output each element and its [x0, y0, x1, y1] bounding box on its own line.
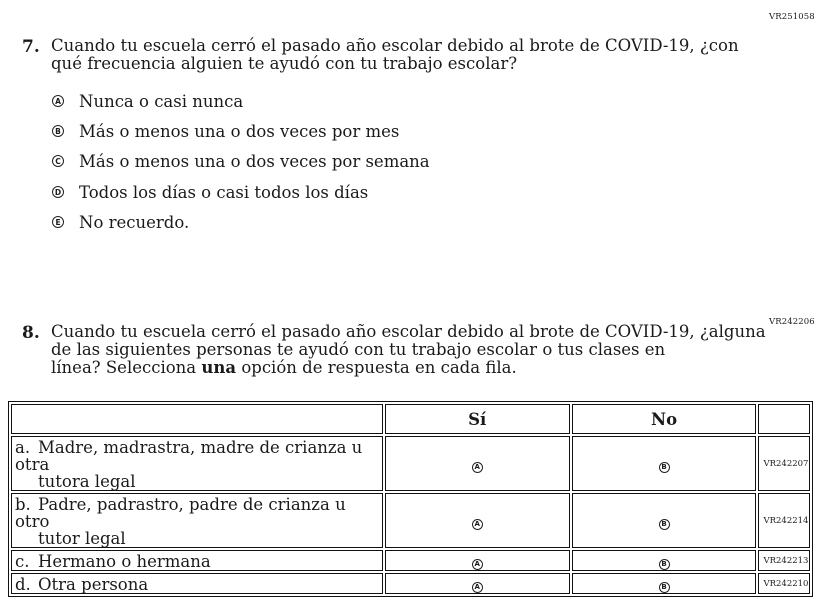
q8-text-line-2: de las siguientes personas te ayudó con tu trabajo escolar o tus clases en: [51, 340, 666, 359]
row-d-no-bubble[interactable]: B: [659, 582, 670, 593]
q7-number: 7.: [22, 37, 40, 57]
q8-emphasis-una: una: [201, 358, 237, 377]
q7-option-a[interactable]: [52, 91, 243, 111]
q7-option-d[interactable]: [52, 182, 368, 202]
q7-option-d-label: Todos los días o casi todos los días: [79, 182, 369, 202]
q7-bubble-e[interactable]: E: [52, 216, 64, 228]
q8-response-grid: [8, 401, 813, 597]
q7-question-text: [51, 37, 739, 73]
row-d-si-bubble[interactable]: A: [472, 582, 483, 593]
header-no: No: [572, 404, 757, 434]
row-b-si-cell: [385, 493, 570, 548]
row-d-letter: d.: [15, 575, 31, 594]
table-row: [11, 573, 810, 594]
row-a-letter: a.: [15, 438, 31, 457]
q7-option-e-label: No recuerdo.: [79, 212, 190, 232]
row-c-label: [11, 550, 383, 571]
q8-question-text: [51, 323, 766, 377]
row-b-line-1: Padre, padrastro, padre de crianza u otro: [15, 495, 346, 531]
q7-option-a-label: Nunca o casi nunca: [79, 91, 244, 111]
q7-text-line-1: Cuando tu escuela cerró el pasado año escolar debido al brote de COVID-19, ¿con: [51, 36, 739, 55]
row-a-no-cell: [572, 436, 757, 491]
q7-bubble-b[interactable]: B: [52, 125, 64, 137]
row-a-si-bubble[interactable]: A: [472, 462, 483, 473]
row-b-no-bubble[interactable]: B: [659, 519, 670, 530]
row-d-label: [11, 573, 383, 594]
table-row: [11, 550, 810, 571]
row-c-line-1: Hermano o hermana: [38, 552, 211, 571]
row-b-line-2: tutor legal: [38, 529, 126, 548]
row-c-no-cell: [572, 550, 757, 571]
row-a-line-1: Madre, madrastra, madre de crianza u otra: [15, 438, 363, 474]
q8-text-line-3a: línea? Selecciona: [51, 358, 202, 377]
row-a-label: [11, 436, 383, 491]
row-a-no-bubble[interactable]: B: [659, 462, 670, 473]
q8-text-line-3: [51, 359, 766, 377]
row-d-si-cell: [385, 573, 570, 594]
q7-bubble-a[interactable]: A: [52, 95, 64, 107]
q7-item-code: VR251058: [769, 12, 815, 22]
row-a-si-cell: [385, 436, 570, 491]
q7-bubble-d[interactable]: D: [52, 186, 64, 198]
q7-option-b[interactable]: [52, 121, 399, 141]
header-code-blank: [758, 404, 810, 434]
q8-number: 8.: [22, 323, 40, 343]
q8-text-line-1: Cuando tu escuela cerró el pasado año escolar debido al brote de COVID-19, ¿alguna: [51, 322, 766, 341]
row-d-code: VR242210: [758, 573, 810, 594]
row-d-line-1: Otra persona: [38, 575, 149, 594]
q7-bubble-c[interactable]: C: [52, 155, 64, 167]
q7-option-e[interactable]: [52, 212, 189, 232]
table-row: [11, 436, 810, 491]
q8-item-code: VR242206: [769, 317, 815, 327]
row-c-letter: c.: [15, 552, 30, 571]
row-c-no-bubble[interactable]: B: [659, 559, 670, 570]
row-c-si-cell: [385, 550, 570, 571]
row-b-si-bubble[interactable]: A: [472, 519, 483, 530]
table-row: [11, 493, 810, 548]
row-b-no-cell: [572, 493, 757, 548]
row-a-line-2: tutora legal: [38, 472, 136, 491]
grid-header-row: [11, 404, 810, 434]
row-c-code: VR242213: [758, 550, 810, 571]
row-b-label: [11, 493, 383, 548]
row-b-code: VR242214: [758, 493, 810, 548]
q7-text-line-2: qué frecuencia alguien te ayudó con tu trabajo escolar?: [51, 54, 518, 73]
header-blank: [11, 404, 383, 434]
row-b-letter: b.: [15, 495, 31, 514]
row-d-no-cell: [572, 573, 757, 594]
q7-option-b-label: Más o menos una o dos veces por mes: [79, 121, 400, 141]
row-c-si-bubble[interactable]: A: [472, 559, 483, 570]
q7-option-c-label: Más o menos una o dos veces por semana: [79, 151, 430, 171]
row-a-code: VR242207: [758, 436, 810, 491]
q8-text-line-3c: opción de respuesta en cada fila.: [236, 358, 517, 377]
q7-option-c[interactable]: [52, 151, 430, 171]
header-si: Sí: [385, 404, 570, 434]
